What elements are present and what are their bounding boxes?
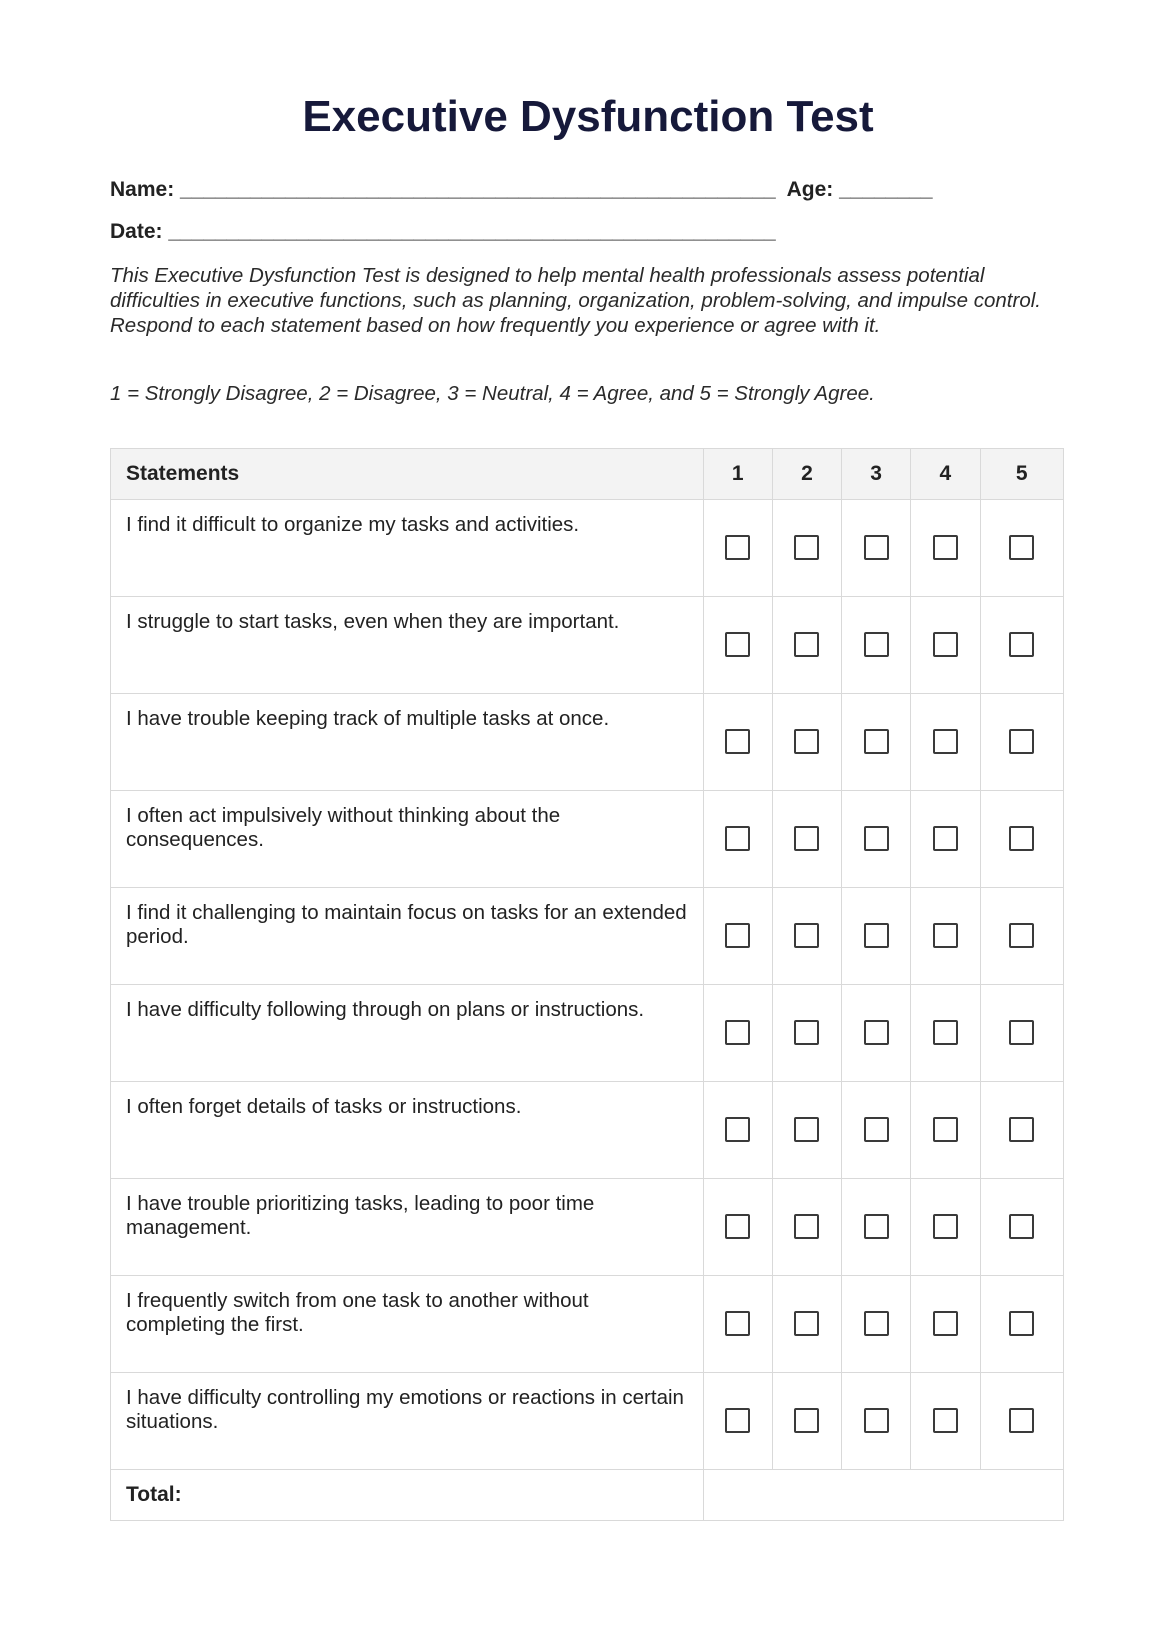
rating-checkbox-5[interactable] [1009,535,1034,560]
rating-cell [842,500,911,597]
rating-cell [772,985,841,1082]
rating-checkbox-1[interactable] [725,1408,750,1433]
table-row [111,791,1064,888]
rating-checkbox-3[interactable] [864,632,889,657]
statement-text: I frequently switch from one task to another without completing the first. [111,1276,704,1373]
rating-cell [911,1276,980,1373]
table-row [111,694,1064,791]
rating-cell [703,985,772,1082]
rating-cell [772,1373,841,1470]
rating-checkbox-2[interactable] [794,535,819,560]
statement-text: I find it difficult to organize my tasks and activities. [111,500,704,597]
rating-cell [980,1276,1064,1373]
rating-checkbox-5[interactable] [1009,1311,1034,1336]
statement-text: I struggle to start tasks, even when they are important. [111,597,704,694]
rating-cell [980,985,1064,1082]
rating-checkbox-3[interactable] [864,1408,889,1433]
rating-checkbox-4[interactable] [933,1408,958,1433]
name-age-line [110,178,933,202]
rating-cell [842,1082,911,1179]
rating-checkbox-4[interactable] [933,1020,958,1045]
instructions-text: This Executive Dysfunction Test is designed to help mental health professionals assess potential difficulties in executive functions, such as planning, organization, problem-solving, and impulse control. Respond to each statement based on how frequently you experience or agree with it. [110,264,1041,337]
column-header-4: 4 [911,449,980,500]
rating-checkbox-4[interactable] [933,1117,958,1142]
rating-cell [980,597,1064,694]
rating-checkbox-2[interactable] [794,729,819,754]
statements-header: Statements [111,449,704,500]
statement-text: I often act impulsively without thinking about the consequences. [111,791,704,888]
rating-cell [911,1373,980,1470]
rating-cell [772,1179,841,1276]
rating-cell [980,1082,1064,1179]
rating-checkbox-1[interactable] [725,535,750,560]
statement-text: I often forget details of tasks or instructions. [111,1082,704,1179]
rating-cell [980,1179,1064,1276]
statement-text: I have trouble prioritizing tasks, leading to poor time management. [111,1179,704,1276]
statement-text: I find it challenging to maintain focus on tasks for an extended period. [111,888,704,985]
rating-checkbox-2[interactable] [794,632,819,657]
rating-checkbox-5[interactable] [1009,1408,1034,1433]
rating-scale-text: 1 = Strongly Disagree, 2 = Disagree, 3 = Neutral, 4 = Agree, and 5 = Strongly Agree. [110,382,875,405]
rating-cell [911,985,980,1082]
rating-cell [842,694,911,791]
rating-checkbox-3[interactable] [864,729,889,754]
rating-cell [842,985,911,1082]
rating-checkbox-2[interactable] [794,1214,819,1239]
rating-cell [911,791,980,888]
rating-cell [703,1179,772,1276]
table-row [111,985,1064,1082]
rating-cell [911,694,980,791]
rating-cell [703,1276,772,1373]
age-field[interactable]: ________ [839,178,933,201]
page-title: Executive Dysfunction Test [302,92,874,141]
rating-cell [980,500,1064,597]
rating-checkbox-4[interactable] [933,632,958,657]
rating-checkbox-1[interactable] [725,729,750,754]
rating-checkbox-5[interactable] [1009,1214,1034,1239]
rating-cell [980,888,1064,985]
rating-cell [842,1373,911,1470]
rating-checkbox-1[interactable] [725,1214,750,1239]
rating-cell [980,694,1064,791]
rating-checkbox-1[interactable] [725,826,750,851]
rating-checkbox-1[interactable] [725,1020,750,1045]
statement-text: I have trouble keeping track of multiple tasks at once. [111,694,704,791]
rating-cell [842,888,911,985]
rating-cell [842,1276,911,1373]
rating-checkbox-5[interactable] [1009,632,1034,657]
rating-checkbox-3[interactable] [864,535,889,560]
rating-cell [703,597,772,694]
table-row [111,888,1064,985]
rating-cell [980,1373,1064,1470]
rating-cell [772,500,841,597]
rating-cell [772,1082,841,1179]
rating-checkbox-1[interactable] [725,632,750,657]
column-header-2: 2 [772,449,841,500]
rating-checkbox-5[interactable] [1009,826,1034,851]
rating-checkbox-2[interactable] [794,1117,819,1142]
rating-cell [772,694,841,791]
rating-checkbox-1[interactable] [725,923,750,948]
rating-cell [772,791,841,888]
statement-text: I have difficulty following through on plans or instructions. [111,985,704,1082]
age-label: Age: [786,178,834,201]
total-value-cell[interactable] [703,1470,1063,1521]
rating-checkbox-5[interactable] [1009,923,1034,948]
rating-checkbox-3[interactable] [864,1117,889,1142]
rating-cell [842,597,911,694]
rating-cell [703,500,772,597]
rating-cell [703,791,772,888]
rating-checkbox-4[interactable] [933,535,958,560]
rating-checkbox-2[interactable] [794,826,819,851]
rating-cell [980,791,1064,888]
rating-checkbox-4[interactable] [933,1311,958,1336]
total-row [111,1470,1064,1521]
rating-checkbox-2[interactable] [794,923,819,948]
rating-checkbox-2[interactable] [794,1020,819,1045]
total-label: Total: [111,1470,704,1521]
rating-checkbox-4[interactable] [933,729,958,754]
rating-cell [842,1179,911,1276]
rating-checkbox-2[interactable] [794,1408,819,1433]
rating-cell [772,597,841,694]
rating-cell [703,888,772,985]
table-row [111,500,1064,597]
rating-cell [772,888,841,985]
rating-checkbox-3[interactable] [864,1214,889,1239]
table-row [111,1179,1064,1276]
rating-checkbox-3[interactable] [864,923,889,948]
rating-cell [911,1082,980,1179]
table-row [111,1082,1064,1179]
rating-cell [911,597,980,694]
rating-checkbox-3[interactable] [864,826,889,851]
rating-cell [703,1373,772,1470]
rating-cell [703,694,772,791]
rating-cell [911,500,980,597]
rating-checkbox-1[interactable] [725,1311,750,1336]
rating-checkbox-4[interactable] [933,1214,958,1239]
rating-checkbox-3[interactable] [864,1311,889,1336]
rating-cell [911,1179,980,1276]
date-field[interactable]: ____________________________________________________ [168,220,776,243]
rating-cell [911,888,980,985]
date-line [110,220,776,244]
rating-checkbox-1[interactable] [725,1117,750,1142]
rating-checkbox-5[interactable] [1009,1020,1034,1045]
rating-checkbox-4[interactable] [933,923,958,948]
rating-cell [842,791,911,888]
statement-text: I have difficulty controlling my emotions or reactions in certain situations. [111,1373,704,1470]
date-label: Date: [110,220,163,243]
rating-checkbox-5[interactable] [1009,729,1034,754]
rating-cell [772,1276,841,1373]
table-row [111,1373,1064,1470]
rating-checkbox-2[interactable] [794,1311,819,1336]
rating-checkbox-5[interactable] [1009,1117,1034,1142]
table-row [111,597,1064,694]
rating-checkbox-3[interactable] [864,1020,889,1045]
survey-table [110,448,1064,1521]
table-row [111,1276,1064,1373]
name-field[interactable]: ___________________________________________________ [180,178,776,201]
table-header-row [111,449,1064,500]
rating-checkbox-4[interactable] [933,826,958,851]
column-header-5: 5 [980,449,1064,500]
column-header-1: 1 [703,449,772,500]
rating-cell [703,1082,772,1179]
name-label: Name: [110,178,175,201]
column-header-3: 3 [842,449,911,500]
